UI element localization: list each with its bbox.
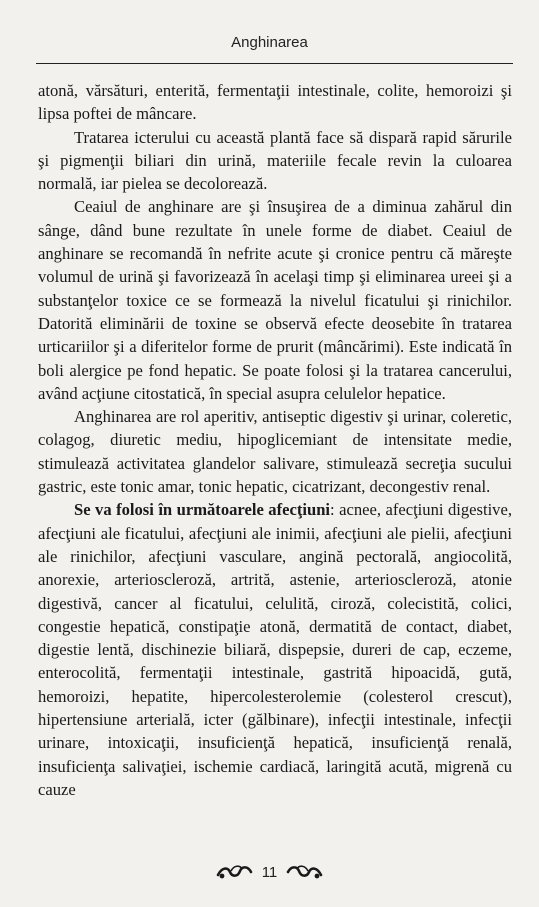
- paragraph-properties: Anghinarea are rol aperitiv, antiseptic digestiv şi urinar, coleretic, colagog, diuretic mediu, hipoglicemiant de intensitate medie, stimulează activitatea glandelor salivare, stimulează secreţia sucului gastric, este tonic amar, tonic hepatic, cicatrizant, decongestiv renal.: [38, 407, 512, 497]
- page-footer: [0, 856, 539, 888]
- paragraph-uses: [38, 498, 512, 801]
- paragraph-continuation: atonă, vărsături, enterită, fermentaţii intestinale, colite, hemoroizi şi lipsa poftei de mâncare.: [38, 81, 512, 124]
- header-rule: [36, 63, 513, 64]
- right-scroll-ornament-icon: [285, 863, 323, 881]
- paragraph-icter: Tratarea icterului cu această plantă face să dispară rapid sărurile şi pigmenţii biliari din urină, materiile fecale revin la culoarea normală, iar pielea se decolorează.: [38, 127, 512, 194]
- uses-list: : acnee, afecţiuni digestive, afecţiuni ale ficatului, afecţiuni ale inimii, afecţiuni ale pielii, afecţiuni ale rinichilor, afecţiuni vasculare, angină pectorală, angiocolită, anorexie, arterioscleroză, artrită, astenie, arterioscleroză, atonie digestivă, cancer al ficatului, celulită, ciroză, colecistită, colici, congestie hepatică, constipaţie atonă, dermatită de contact, diabet, digestie lentă, dischinezie biliară, dispepsie, dureri de cap, eczeme, enterocolită, fermentaţii intestinale, gastrită hipoacidă, gută, hemoroizi, hepatite, hipercolesterolemie (colesterol crescut), hipertensiune arterială, icter (gălbinare), infecţii intestinale, infecţii urinare, intoxicaţii, insuficienţă hepatică, insuficienţă renală, insuficienţa salivaţiei, ischemie cardiacă, laringită acută, migrenă cu cauze: [38, 500, 512, 799]
- running-header: Anghinarea: [231, 34, 308, 51]
- paragraph-ceai: Ceaiul de anghinare are şi însuşirea de a diminua zahărul din sânge, dând bune rezultate în unele forme de diabet. Ceaiul de anghinare se recomandă în nefrite acute şi cronice pentru că măreşte volumul de urină şi favorizează în acelaşi timp şi eliminarea ureei şi a substanţelor toxice ce se formează la nivelul ficatului şi rinichilor. Datorită eliminării de toxine se observă efecte deosebite în tratarea urticariilor şi a diferitelor forme de prurit (mâncărimi). Este indicată în boli alergice pe fond hepatic. Se poate folosi şi la tratarea cancerului, având acţiune citostatică, în special asupra celulelor hepatice.: [38, 197, 512, 403]
- body-text: [38, 79, 512, 801]
- uses-lead: Se va folosi în următoarele afecţiuni: [74, 500, 331, 520]
- left-scroll-ornament-icon: [216, 863, 254, 881]
- page-number: 11: [261, 863, 278, 881]
